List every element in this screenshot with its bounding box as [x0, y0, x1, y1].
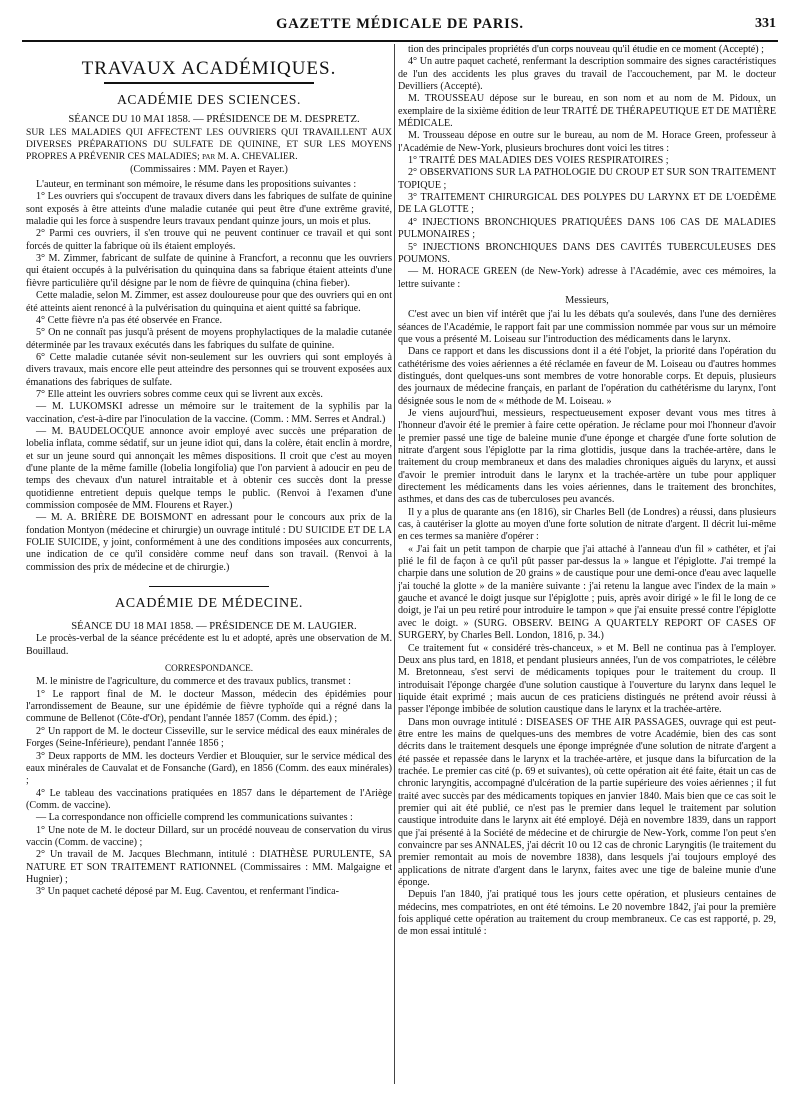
paragraph: « J'ai fait un petit tampon de charpie que j'ai attaché à l'anneau d'un fil » cathéter, et j'ai plié le fil de façon à ce qu'il pût passer par-dessus la » langue et l'épiglotte. J'ai trempé la charpie dans une solution de 20 grains » de caustique pour une demi-once d'eau avec laquelle j'ai touché la glotte » de la manière suivante : j'ai retenu la langue avec l'index de la main » gauche et avancé le doigt jusque sur l'épiglotte ; puis, après avoir dirigé » le fil le long de ce doigt, je l'ai un peu retiré pour introduire le tampon » que j'ai ensuite pressé contre l'épiglotte avec le doigt. » (SURG. OBSERV. BEING A QUARTELY REPORT OF CASES OF SURGERY, by Charles Bell. London, 1816, p. 34.)	[398, 543, 776, 642]
paragraph: tion des principales propriétés d'un corps nouveau qu'il étudie en ce moment (Accepté) ;	[408, 44, 764, 55]
paragraph: — M. BAUDELOCQUE annonce avoir employé avec succès une préparation de lobelia inflata, comme sédatif, sur un jeune idiot qui, dans la colère, était enclin à mordre, et sur un jeune sourd qui annonçait les mêmes dispositions. Il croit que c'est au moyen d'une plante de la même famille (lobelia longifolia) que l'on parvient à adoucir en peu de temps des chevaux d'un naturel intraitable et à obtenir ces succès dont la presse quotidienne entretient depuis quelque temps le public. (Renvoi à l'examen d'une commission composée de MM. Flourens et Rayer.)	[26, 425, 392, 511]
paragraph: — M. HORACE GREEN (de New-York) adresse à l'Académie, avec ces mémoires, la lettre suivante :	[398, 266, 776, 290]
paragraph: 4° INJECTIONS BRONCHIQUES PRATIQUÉES DANS 106 CAS DE MALADIES PULMONAIRES ;	[398, 216, 776, 241]
left-column	[26, 44, 392, 1089]
correspondance-heading: CORRESPONDANCE.	[164, 663, 254, 674]
paragraph: — M. LUKOMSKI adresse un mémoire sur le traitement de la syphilis par la vaccination, c'est-à-dire par l'inoculation de la vaccine. (Comm. : MM. Serres et Andral.)	[26, 401, 392, 425]
paragraph: Depuis l'an 1840, j'ai pratiqué tous les jours cette opération, et plusieurs centaines de médecins, mes compatriotes, en ont été témoins. Le 20 novembre 1842, j'ai pour la première fois appliqué cette opération au traitement du croup membraneux. Ce cas est rapporté, p. 29, de mon essai intitulé :	[398, 889, 776, 938]
paragraph: 5° On ne connaît pas jusqu'à présent de moyens prophylactiques de la maladie cutanée déterminée par les travaux exécutés dans les fabriques du sulfate de quinine.	[26, 327, 392, 351]
right-paragraphs-b	[398, 309, 776, 939]
paragraph: Dans ce rapport et dans les discussions dont il a été l'objet, la priorité dans l'opération du cathétérisme des voies aériennes a été réclamée en faveur de M. Loiseau ou d'autres hommes distingués, dont quelques-uns sont membres de votre honorable corps. Et depuis, plusieurs des journaux de médecine français, en parlant de l'opération du cathétérisme du larynx, l'ont désignée sous le nom de « méthode de M. Loiseau. »	[398, 346, 776, 407]
page-number: 331	[755, 16, 776, 31]
sciences-paragraphs	[26, 179, 392, 574]
paragraph: 2° OBSERVATIONS SUR LA PATHOLOGIE DU CROUP ET SUR SON TRAITEMENT TOPIQUE ;	[398, 167, 776, 191]
paragraph: 1° TRAITÉ DES MALADIES DES VOIES RESPIRATOIRES ;	[408, 155, 669, 167]
paragraph: M. Trousseau dépose en outre sur le bureau, au nom de M. Horace Green, professeur à l'Académie de New-York, plusieurs brochures dont voici les titres :	[398, 130, 776, 154]
paragraph: 7° Elle atteint les ouvriers sobres comme ceux qui se livrent aux excès.	[36, 388, 323, 400]
paragraph: — La correspondance non officielle comprend les communications suivantes :	[36, 812, 353, 824]
paragraph: 4° Le tableau des vaccinations pratiquées en 1857 dans le département de l'Ariège (Comm. de vaccine).	[26, 787, 392, 811]
paragraph: Il y a plus de quarante ans (en 1816), sir Charles Bell (de Londres) a réussi, dans plusieurs cas, à cautériser la glotte au moyen d'une forte solution de nitrate d'argent. Il décrit lui-même en ces termes sa manière d'opérer :	[398, 506, 776, 543]
paragraph: C'est avec un bien vif intérêt que j'ai lu les débats qu'a soulevés, dans l'une des dernières séances de l'Académie, le rapport fait par une commission nommée par vous sur un mémoire que vous a présenté M. Loiseau sur l'introduction des médicaments dans le larynx.	[398, 309, 776, 345]
running-title: GAZETTE MÉDICALE DE PARIS.	[276, 16, 524, 32]
seance-heading-medecine: SÉANCE DU 18 MAI 1858. — PRÉSIDENCE DE M. LAUGIER.	[71, 621, 357, 633]
title-underline	[104, 82, 314, 84]
paragraph: 2° Un travail de M. Jacques Blechmann, intitulé : DIATHÈSE PURULENTE, SA NATURE ET SON TRAITEMENT RATIONNEL (Commissaires : MM. Malgaigne et Hugnier) ;	[26, 849, 392, 885]
paragraph: 1° Une note de M. le docteur Dillard, sur un procédé nouveau de conservation du virus vaccin (Comm. de vaccine) ;	[26, 824, 392, 848]
paragraph: 1° Le rapport final de M. le docteur Masson, médecin des épidémies pour l'arrondissement de Beaune, sur une épidémie de fièvre typhoïde qui a régné dans la commune de Bellenot (Côte-d'Or), pendant l'année 1857 (Comm. des épid.) ;	[26, 688, 392, 725]
seance-heading-sciences: SÉANCE DU 10 MAI 1858. — PRÉSIDENCE DE M. DESPRETZ.	[68, 114, 360, 126]
right-column	[398, 44, 776, 1089]
paragraph: 2° Un rapport de M. le docteur Cisseville, sur le service médical des eaux minérales de Forges (Seine-Inférieure), pendant l'année 1856 ;	[26, 725, 392, 750]
section-title-medecine: ACADÉMIE DE MÉDECINE.	[115, 596, 303, 612]
paragraph: 3° M. Zimmer, fabricant de sulfate de quinine à Francfort, a reconnu que les ouvriers qui étaient occupés à la pulvérisation du quinquina dans sa fabrique étaient atteints d'une fièvre particulière qu'il désigne par le nom de fièvre de quinquina (china fieber).	[26, 253, 392, 289]
correspondance-paragraphs	[26, 676, 392, 898]
page-header	[22, 14, 778, 42]
paragraph: 6° Cette maladie cutanée sévit non-seulement sur les ouvriers qui sont employés à divers travaux, mais encore elle peut atteindre des personnes qui se trouvent exposées aux émanations des fabriques de sulfate.	[26, 351, 392, 388]
section-subtitle-sciences: ACADÉMIE DES SCIENCES.	[117, 92, 301, 107]
paragraph: Ce traitement fut « considéré très-chanceux, » et M. Bell ne continua pas à l'employer. Deux ans plus tard, en 1818, et pendant plusieurs années, l'un de vos compatriotes, le célèbre M. Bretonneau, s'est servi de médicaments topiques pour le traitement du croup. Il introduisait l'éponge chargée d'une solution caustique à l'ouverture du larynx dans lequel le liquide était exprimé ; mais aucun de ces praticiens distingués ne prétend avoir réussi à passer l'éponge imbibée de solution caustique dans le larynx et la trachée-artère.	[398, 642, 776, 716]
right-paragraphs-a	[398, 44, 776, 291]
paragraph: 1° Les ouvriers qui s'occupent de travaux divers dans les fabriques de sulfate de quinine sont exposés à être atteints d'une maladie cutanée qui peut être d'une extrême gravité, maladie qui les force à suspendre leurs travaux pendant quinze jours, un mois et plus.	[26, 191, 392, 228]
paragraph: 2° Parmi ces ouvriers, il s'en trouve qui ne peuvent continuer ce travail et qui sont forcés de quitter la fabrique où ils étaient employés.	[26, 228, 392, 252]
paragraph: M. TROUSSEAU dépose sur le bureau, en son nom et au nom de M. Pidoux, un exemplaire de la sixième édition de leur TRAITÉ DE THÉRAPEUTIQUE ET DE MATIÈRE MÉDICALE.	[398, 93, 776, 130]
article-title-chevalier: SUR LES MALADIES QUI AFFECTENT LES OUVRIERS QUI TRAVAILLENT AUX DIVERSES PRÉPARATIONS DU SULFATE DE QUININE, ET SUR LES MOYENS PROPRES A PRÉVENIR CES MALADIES; par M. A. CHEVALIER.	[26, 126, 392, 163]
section-title-travaux: TRAVAUX ACADÉMIQUES.	[81, 58, 337, 79]
column-divider	[394, 44, 395, 1084]
proces-verbal: Le procès-verbal de la séance précédente est lu et adopté, après une observation de M. Bouillaud.	[26, 633, 392, 657]
paragraph: Dans mon ouvrage intitulé : DISEASES OF THE AIR PASSAGES, ouvrage qui est peut-être entre les mains de quelques-uns des membres de votre Académie, bien des cas sont décrits dans le traitement desquels une éponge imprégnée d'une solution de nitrate d'argent a été passée et repassée dans le larynx et la trachée-artère, et jusque dans la bifurcation de la trachée. Le premier cas cité (p. 69 et suivantes), où cette opération ait été faite, était un cas de chronic laryngitis, accompagné d'ulcération de la partie supérieure des voies aériennes ; il fut traité avec succès par des médicaments topiques en janvier 1840. Mais bien que ce cas soit le premier qui ait été publié, ce n'est pas le premier dans lequel le traitement par solution caustique introduite dans le larynx ait été employé. Déjà en novembre 1839, dans un rapport que j'ai présenté à la Société de médecine et de chirurgie de New-York, comme l'on peut s'en convaincre par ses ANNALES, j'ai décrit 10 ou 12 cas de chronic Laryngitis (le traitement du premier remontait au mois de novembre 1838), dans lesquels j'ai toujours employé des applications de nitrate d'argent dans le larynx, faites avec une tige de baleine munie d'une éponge.	[398, 716, 776, 889]
paragraph: — M. A. BRIÈRE DE BOISMONT en adressant pour le concours aux prix de la fondation Montyon (médecine et chirurgie) un ouvrage intitulé : DU SUICIDE ET DE LA FOLIE SUICIDE, y joint, conformément à une des conditions imposées aux concurrents, une indication de ce qu'il considère comme neuf dans son travail. (Renvoi à la commission des prix de médecine et de chirurgie.)	[26, 512, 392, 573]
paragraph: 3° Un paquet cacheté déposé par M. Eug. Caventou, et renfermant l'indica-	[36, 886, 339, 898]
section-divider	[149, 586, 269, 587]
paragraph: Cette maladie, selon M. Zimmer, est assez douloureuse pour que des ouvriers qui en ont été atteints aient renoncé à la pulvérisation du quinquina et aient quitté sa fabrique.	[26, 290, 392, 314]
paragraph: L'auteur, en terminant son mémoire, le résume dans les propositions suivantes :	[36, 179, 357, 191]
paragraph: 3° Deux rapports de MM. les docteurs Verdier et Blouquier, sur le service médical des eaux minérales de Cauvalat et de Fonsanche (Gard), en 1856 (Comm. des eaux minérales) ;	[26, 750, 392, 787]
commissaires-line: (Commissaires : MM. Payen et Rayer.)	[130, 163, 288, 175]
paragraph: Je viens aujourd'hui, messieurs, respectueusement exposer devant vous mes titres à l'honneur d'avoir été le premier à faire cette opération. Je réclame pour moi l'honneur d'avoir le premier passé une tige de baleine munie d'une éponge et chargée d'une forte solution de nitrate d'argent sous l'épiglotte par la rima glottidis, jusque dans la trachée-artère, dans le traitement du croup membraneux et dans des maladies chroniques aiguës du larynx, et aussi d'avoir le premier introduit dans le larynx et la trachée-artère un tube pour appliquer directement les médicaments dans les voies aériennes, dans le traitement des bronchites, asthmes, et dans des cas de tuberculoses peu avancés.	[398, 407, 776, 506]
paragraph: 3° TRAITEMENT CHIRURGICAL DES POLYPES DU LARYNX ET DE L'OEDÈME DE LA GLOTTE ;	[398, 192, 776, 216]
paragraph: 5° INJECTIONS BRONCHIQUES DANS DES CAVITÉS TUBERCULEUSES DES POUMONS.	[398, 241, 776, 265]
salutation: Messieurs,	[565, 294, 609, 306]
paragraph: 4° Un autre paquet cacheté, renfermant la description sommaire des signes caractéristiques de l'un des accidents les plus graves du travail de l'accouchement, par M. le docteur Devilliers (Accepté).	[398, 56, 776, 93]
paragraph: M. le ministre de l'agriculture, du commerce et des travaux publics, transmet :	[36, 676, 351, 688]
paragraph: 4° Cette fièvre n'a pas été observée en France.	[36, 314, 223, 326]
